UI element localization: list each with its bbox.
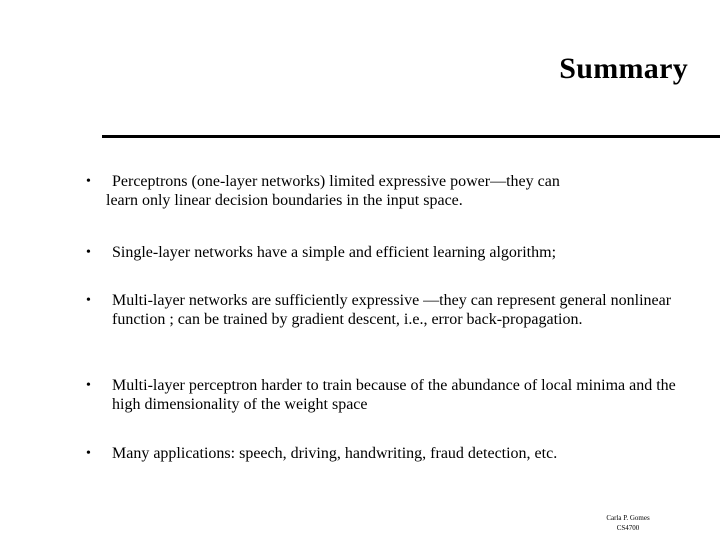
bullet-item-applications bbox=[86, 444, 686, 463]
bullet-item-perceptrons bbox=[86, 172, 686, 210]
footer-credit bbox=[586, 513, 670, 533]
bullet-icon: • bbox=[86, 245, 91, 260]
bullet-text-line1: Perceptrons (one-layer networks) limited expressive power—they can bbox=[112, 173, 560, 190]
bullet-item-multi-layer-training bbox=[86, 376, 686, 414]
bullet-icon: • bbox=[86, 378, 91, 393]
bullet-text-line2: learn only linear decision boundaries in the input space. bbox=[106, 192, 463, 209]
bullet-text bbox=[106, 172, 686, 210]
bullet-text: Single-layer networks have a simple and efficient learning algorithm; bbox=[112, 244, 557, 261]
bullet-icon: • bbox=[86, 174, 91, 189]
bullet-text: Many applications: speech, driving, handwriting, fraud detection, etc. bbox=[112, 445, 558, 462]
slide-title: Summary bbox=[559, 52, 688, 85]
bullet-icon: • bbox=[86, 446, 91, 461]
bullet-icon: • bbox=[86, 293, 91, 308]
footer-course: CS4700 bbox=[616, 524, 640, 532]
bullet-item-single-layer bbox=[86, 243, 686, 262]
bullet-text: Multi-layer networks are sufficiently expressive —they can represent general nonlinear function ; can be trained by gradient descent, i.e., error back-propagation. bbox=[112, 292, 672, 328]
bullet-text: Multi-layer perceptron harder to train because of the abundance of local minima and the high dimensionality of the weight space bbox=[112, 377, 676, 413]
footer-author: Carla P. Gomes bbox=[606, 514, 650, 522]
bullet-item-multi-layer-expressive bbox=[86, 291, 686, 329]
